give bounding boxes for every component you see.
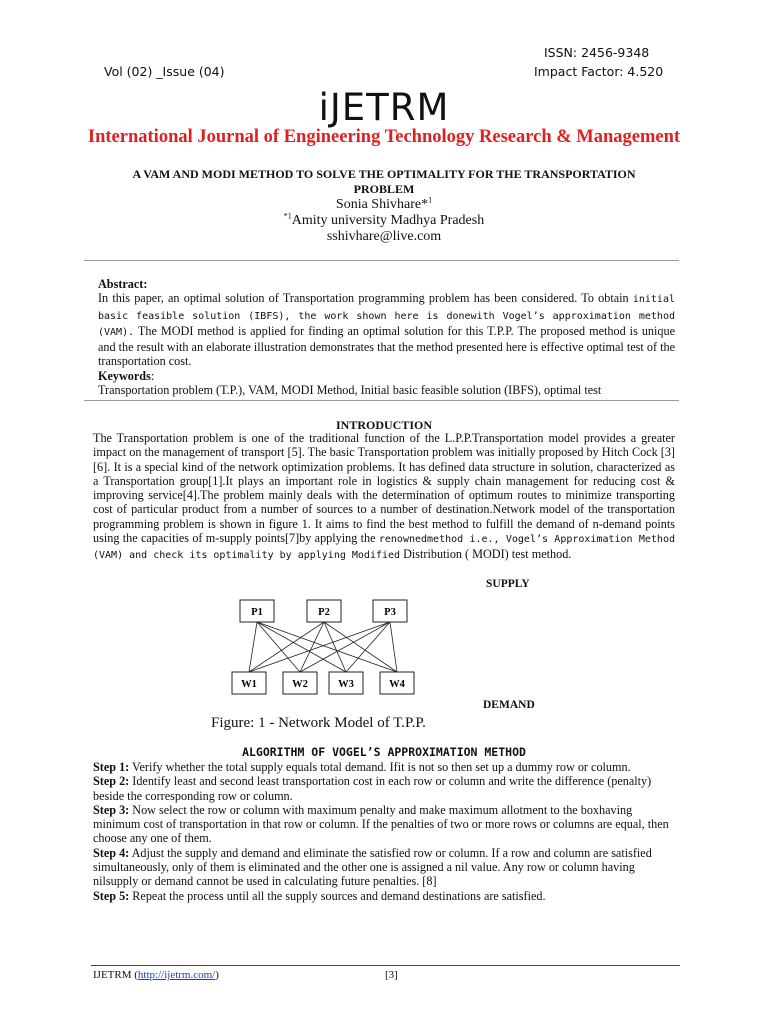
step-1-label: Step 1: [93,760,130,774]
step-4-text: Adjust the supply and demand and eliminate the satisfied row or column. If a row and column are satisfied simultaneously, only of them is eliminated and the other one is assigned a nil value. Any row or column having nilsupply or demand cannot be used in calculating future penalties. [8] [93,845,652,889]
network-diagram [230,596,430,700]
journal-name: International Journal of Engineering Technology Research & Management [87,127,681,147]
figure-caption: Figure: 1 - Network Model of T.P.P. [211,715,426,731]
introduction-heading: INTRODUCTION [335,418,432,432]
divider-top [84,260,679,261]
affiliation-superscript: *1 [283,211,292,221]
volume-issue: Vol (02) _Issue (04) [104,64,225,79]
author-name-text: Sonia Shivhare* [335,197,429,212]
abstract-heading: Abstract: [98,277,148,291]
keywords-heading-line [98,369,675,383]
introduction-text-a: The Transportation problem is one of the traditional function of the L.P.P.Transportation model provides a greater impact on the management of transport [5]. The basic Transportation problem was initially proposed by Hitch Cock [3][6]. It is a special kind of the network optimization problems. It has defined data structure in solution, characterized as a Transportation group[1].It plays an important role in logistics & supply chain management for reducing cost & improving service[4].The problem mainly deals with the determination of optimum routes to minimize transporting cost of particular product from a number of sources to a number of destination.Network model of the transportation programming problem is shown in figure 1. It aims to find the best method to fulfill the demand of n-demand points using the capacities of m-supply points[7]by applying the [93,431,675,546]
node-w2-label: W2 [292,679,308,690]
step-4-label: Step 4: [93,845,130,860]
keywords-heading: Keywords [98,368,151,383]
node-p1-label: P1 [251,607,263,618]
author-superscript: 1 [428,195,433,205]
supply-label: SUPPLY [486,578,530,590]
node-w1-label: W1 [241,679,257,690]
step-1-text: Verify whether the total supply equals total demand. Ifit is not so then set up a dummy row or column. [129,760,631,774]
step-3 [93,803,675,846]
node-p2-label: P2 [318,607,330,618]
algorithm-steps [93,760,675,903]
introduction-text [93,431,675,564]
paper-title-line-2: PROBLEM [353,182,415,196]
footer-website-link[interactable]: http://ijetrm.com/ [137,969,216,981]
footer-journal [93,969,219,981]
journal-logo: iJETRM [318,86,450,129]
footer-journal-abbr: IJETRM ( [93,969,138,981]
edge-p3-w4 [390,622,397,672]
step-4 [93,846,675,889]
divider-bottom [84,400,679,401]
step-3-label: Step 3: [93,802,130,817]
step-2-text: Identify least and second least transportation cost in each row or column and write the difference (penalty) beside the corresponding row or column. [93,774,652,803]
affiliation-text: Amity university Madhya Pradesh [291,213,485,228]
node-p3-label: P3 [384,607,396,618]
introduction-text-c: Distribution ( MODI) test method. [403,547,572,562]
step-5-text: Repeat the process until all the supply sources and demand destinations are satisfied. [129,888,546,903]
node-w3-label: W3 [338,679,354,690]
node-w4-label: W4 [389,679,405,690]
step-3-text: Now select the row or column with maximum penalty and make maximum allotment to the boxhaving minimum cost of transportation in that row or column. If the penalties of two or more rows or columns are equal, then choose any one of them. [93,802,669,846]
author-affiliation [0,213,768,229]
edge-p1-w1 [249,622,257,672]
step-2-label: Step 2: [93,774,130,789]
step-1 [93,760,675,774]
abstract-text-a: In this paper, an optimal solution of Transportation programming problem has been considered. To obtain [98,291,629,306]
step-5-label: Step 5: [93,888,130,903]
demand-label: DEMAND [483,699,535,711]
step-5 [93,889,675,903]
step-2 [93,774,675,803]
abstract-text-b: initial basic feasible solution (IBFS), the work shown here is donewith Vogel’s approximation method (VAM). [98,294,675,338]
abstract-text [98,291,675,368]
paper-title-line-1: A VAM AND MODI METHOD TO SOLVE THE OPTIMALITY FOR THE TRANSPORTATION [132,167,636,181]
issn-number: ISSN: 2456-9348 [544,45,650,60]
footer-close-paren: ) [215,969,219,981]
author-email: sshivhare@live.com [326,229,442,244]
network-edges [249,622,397,672]
footer-divider [91,965,680,966]
abstract-text-c: The MODI method is applied for finding an optimal solution for this T.P.P. The proposed method is unique and the result with an elaborate illustration demonstrates that the method presented here is effective optimal test of the transportation cost. [98,323,676,369]
abstract-section [98,277,675,397]
page-number: [3] [385,969,398,981]
algorithm-heading: ALGORITHM OF VOGEL’S APPROXIMATION METHOD [242,745,526,759]
introduction-text-b: renownedmethod i.e., Vogel’s Approximation Method (VAM) and check its optimality by applying Modified [93,534,675,562]
author-name [0,197,768,213]
impact-factor: Impact Factor: 4.520 [534,64,664,79]
keywords-text: Transportation problem (T.P.), VAM, MODI Method, Initial basic feasible solution (IBFS), optimal test [98,383,602,398]
keywords-colon: : [150,368,155,383]
